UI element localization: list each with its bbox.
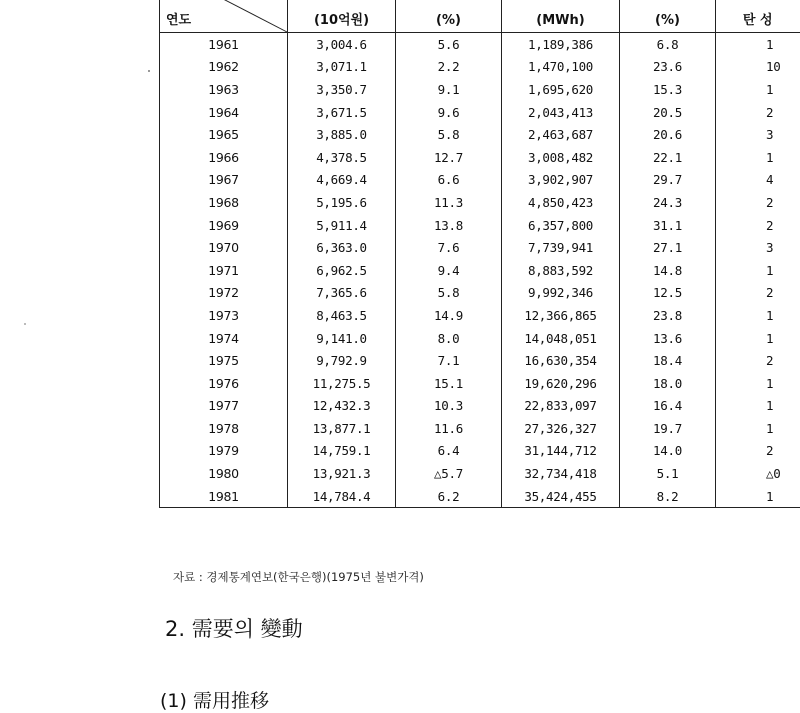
value-cell: 16.4 bbox=[620, 395, 716, 418]
value-cell: 19,620,296 bbox=[502, 372, 620, 395]
year-cell: 1969 bbox=[160, 214, 288, 237]
value-cell: 7.6 bbox=[396, 236, 502, 259]
table-row bbox=[160, 169, 800, 192]
year-cell: 1975 bbox=[160, 349, 288, 372]
value-cell: 2 bbox=[716, 282, 800, 305]
value-cell: 14.0 bbox=[620, 440, 716, 463]
value-cell: 8.2 bbox=[620, 485, 716, 508]
value-cell: 11.6 bbox=[396, 417, 502, 440]
value-cell: 11.3 bbox=[396, 191, 502, 214]
header-electricity-unit: (MWh) bbox=[502, 0, 620, 33]
table-row bbox=[160, 485, 800, 508]
value-cell: 7,365.6 bbox=[288, 282, 396, 305]
table-row bbox=[160, 259, 800, 282]
value-cell: 18.4 bbox=[620, 349, 716, 372]
year-cell: 1964 bbox=[160, 101, 288, 124]
value-cell: 4,378.5 bbox=[288, 146, 396, 169]
value-cell: 12.7 bbox=[396, 146, 502, 169]
value-cell: 3,885.0 bbox=[288, 123, 396, 146]
value-cell: △5.7 bbox=[396, 462, 502, 485]
value-cell: 9.4 bbox=[396, 259, 502, 282]
table-row bbox=[160, 214, 800, 237]
value-cell: 8,883,592 bbox=[502, 259, 620, 282]
value-cell: 6,363.0 bbox=[288, 236, 396, 259]
table-row bbox=[160, 78, 800, 101]
value-cell: 1 bbox=[716, 78, 800, 101]
scan-speck bbox=[24, 323, 26, 325]
value-cell: 15.3 bbox=[620, 78, 716, 101]
value-cell: 2 bbox=[716, 349, 800, 372]
value-cell: 6.4 bbox=[396, 440, 502, 463]
value-cell: 1,189,386 bbox=[502, 33, 620, 56]
scan-speck bbox=[148, 70, 150, 72]
value-cell: 1 bbox=[716, 146, 800, 169]
value-cell: 2,463,687 bbox=[502, 123, 620, 146]
value-cell: 9.6 bbox=[396, 101, 502, 124]
value-cell: 10.3 bbox=[396, 395, 502, 418]
value-cell: 22.1 bbox=[620, 146, 716, 169]
year-cell: 1978 bbox=[160, 417, 288, 440]
value-cell: 23.6 bbox=[620, 56, 716, 79]
value-cell: 2 bbox=[716, 214, 800, 237]
value-cell: 3,350.7 bbox=[288, 78, 396, 101]
year-cell: 1976 bbox=[160, 372, 288, 395]
value-cell: 14,759.1 bbox=[288, 440, 396, 463]
table-row bbox=[160, 462, 800, 485]
table-row bbox=[160, 146, 800, 169]
year-cell: 1980 bbox=[160, 462, 288, 485]
year-cell: 1981 bbox=[160, 485, 288, 508]
value-cell: △0 bbox=[716, 462, 800, 485]
value-cell: 7.1 bbox=[396, 349, 502, 372]
value-cell: 1 bbox=[716, 485, 800, 508]
value-cell: 1 bbox=[716, 372, 800, 395]
value-cell: 2.2 bbox=[396, 56, 502, 79]
value-cell: 14,048,051 bbox=[502, 327, 620, 350]
value-cell: 5,911.4 bbox=[288, 214, 396, 237]
value-cell: 6,962.5 bbox=[288, 259, 396, 282]
value-cell: 1 bbox=[716, 395, 800, 418]
year-cell: 1977 bbox=[160, 395, 288, 418]
value-cell: 32,734,418 bbox=[502, 462, 620, 485]
value-cell: 12.5 bbox=[620, 282, 716, 305]
value-cell: 6,357,800 bbox=[502, 214, 620, 237]
value-cell: 15.1 bbox=[396, 372, 502, 395]
value-cell: 31,144,712 bbox=[502, 440, 620, 463]
value-cell: 5,195.6 bbox=[288, 191, 396, 214]
header-year-label: 연도 bbox=[166, 13, 192, 28]
value-cell: 5.8 bbox=[396, 123, 502, 146]
year-cell: 1979 bbox=[160, 440, 288, 463]
value-cell: 31.1 bbox=[620, 214, 716, 237]
value-cell: 12,432.3 bbox=[288, 395, 396, 418]
value-cell: 12,366,865 bbox=[502, 304, 620, 327]
value-cell: 27.1 bbox=[620, 236, 716, 259]
value-cell: 23.8 bbox=[620, 304, 716, 327]
table-row bbox=[160, 417, 800, 440]
value-cell: 5.8 bbox=[396, 282, 502, 305]
table-row bbox=[160, 56, 800, 79]
value-cell: 2,043,413 bbox=[502, 101, 620, 124]
value-cell: 3,071.1 bbox=[288, 56, 396, 79]
table-row bbox=[160, 327, 800, 350]
value-cell: 5.6 bbox=[396, 33, 502, 56]
value-cell: 9,141.0 bbox=[288, 327, 396, 350]
year-cell: 1972 bbox=[160, 282, 288, 305]
value-cell: 6.8 bbox=[620, 33, 716, 56]
year-cell: 1966 bbox=[160, 146, 288, 169]
value-cell: 1,695,620 bbox=[502, 78, 620, 101]
table-row bbox=[160, 440, 800, 463]
header-year-cell bbox=[160, 0, 288, 33]
table-row bbox=[160, 349, 800, 372]
value-cell: 6.2 bbox=[396, 485, 502, 508]
value-cell: 9,992,346 bbox=[502, 282, 620, 305]
table-row bbox=[160, 236, 800, 259]
subsection-heading: (1) 需用推移 bbox=[160, 690, 269, 712]
value-cell: 14.8 bbox=[620, 259, 716, 282]
year-cell: 1965 bbox=[160, 123, 288, 146]
value-cell: 27,326,327 bbox=[502, 417, 620, 440]
table-row bbox=[160, 123, 800, 146]
value-cell: 4,669.4 bbox=[288, 169, 396, 192]
year-cell: 1968 bbox=[160, 191, 288, 214]
value-cell: 35,424,455 bbox=[502, 485, 620, 508]
value-cell: 8,463.5 bbox=[288, 304, 396, 327]
value-cell: 3,004.6 bbox=[288, 33, 396, 56]
value-cell: 5.1 bbox=[620, 462, 716, 485]
value-cell: 2 bbox=[716, 101, 800, 124]
value-cell: 18.0 bbox=[620, 372, 716, 395]
value-cell: 22,833,097 bbox=[502, 395, 620, 418]
section-heading: 2. 需要의 變動 bbox=[165, 617, 303, 641]
value-cell: 1 bbox=[716, 33, 800, 56]
value-cell: 2 bbox=[716, 440, 800, 463]
value-cell: 3 bbox=[716, 123, 800, 146]
header-gnp-unit: (10억원) bbox=[288, 0, 396, 33]
table-row bbox=[160, 372, 800, 395]
table-row bbox=[160, 282, 800, 305]
value-cell: 1 bbox=[716, 417, 800, 440]
value-cell: 13.6 bbox=[620, 327, 716, 350]
value-cell: 20.6 bbox=[620, 123, 716, 146]
value-cell: 19.7 bbox=[620, 417, 716, 440]
year-cell: 1973 bbox=[160, 304, 288, 327]
table-row bbox=[160, 101, 800, 124]
value-cell: 3 bbox=[716, 236, 800, 259]
value-cell: 10 bbox=[716, 56, 800, 79]
gnp-electricity-table bbox=[159, 0, 800, 508]
value-cell: 1 bbox=[716, 327, 800, 350]
value-cell: 3,902,907 bbox=[502, 169, 620, 192]
value-cell: 13,877.1 bbox=[288, 417, 396, 440]
value-cell: 4,850,423 bbox=[502, 191, 620, 214]
table-row bbox=[160, 304, 800, 327]
header-elasticity-label: 탄 성 bbox=[716, 0, 800, 33]
value-cell: 1,470,100 bbox=[502, 56, 620, 79]
value-cell: 9,792.9 bbox=[288, 349, 396, 372]
value-cell: 14,784.4 bbox=[288, 485, 396, 508]
year-cell: 1963 bbox=[160, 78, 288, 101]
value-cell: 6.6 bbox=[396, 169, 502, 192]
value-cell: 2 bbox=[716, 191, 800, 214]
value-cell: 11,275.5 bbox=[288, 372, 396, 395]
source-note: 자료 : 경제통계연보(한국은행)(1975년 불변가격) bbox=[173, 570, 424, 584]
year-cell: 1967 bbox=[160, 169, 288, 192]
year-cell: 1970 bbox=[160, 236, 288, 259]
table-header-row bbox=[160, 0, 800, 33]
header-gnp-growth-unit: (%) bbox=[396, 0, 502, 33]
value-cell: 1 bbox=[716, 259, 800, 282]
statistics-table-wrapper bbox=[159, 0, 799, 508]
year-cell: 1974 bbox=[160, 327, 288, 350]
value-cell: 3,671.5 bbox=[288, 101, 396, 124]
table-row bbox=[160, 191, 800, 214]
value-cell: 8.0 bbox=[396, 327, 502, 350]
value-cell: 4 bbox=[716, 169, 800, 192]
value-cell: 3,008,482 bbox=[502, 146, 620, 169]
table-row bbox=[160, 33, 800, 56]
year-cell: 1961 bbox=[160, 33, 288, 56]
value-cell: 24.3 bbox=[620, 191, 716, 214]
year-cell: 1971 bbox=[160, 259, 288, 282]
value-cell: 7,739,941 bbox=[502, 236, 620, 259]
value-cell: 16,630,354 bbox=[502, 349, 620, 372]
value-cell: 1 bbox=[716, 304, 800, 327]
value-cell: 9.1 bbox=[396, 78, 502, 101]
value-cell: 13,921.3 bbox=[288, 462, 396, 485]
header-electricity-growth-unit: (%) bbox=[620, 0, 716, 33]
value-cell: 20.5 bbox=[620, 101, 716, 124]
value-cell: 29.7 bbox=[620, 169, 716, 192]
value-cell: 14.9 bbox=[396, 304, 502, 327]
table-row bbox=[160, 395, 800, 418]
value-cell: 13.8 bbox=[396, 214, 502, 237]
year-cell: 1962 bbox=[160, 56, 288, 79]
